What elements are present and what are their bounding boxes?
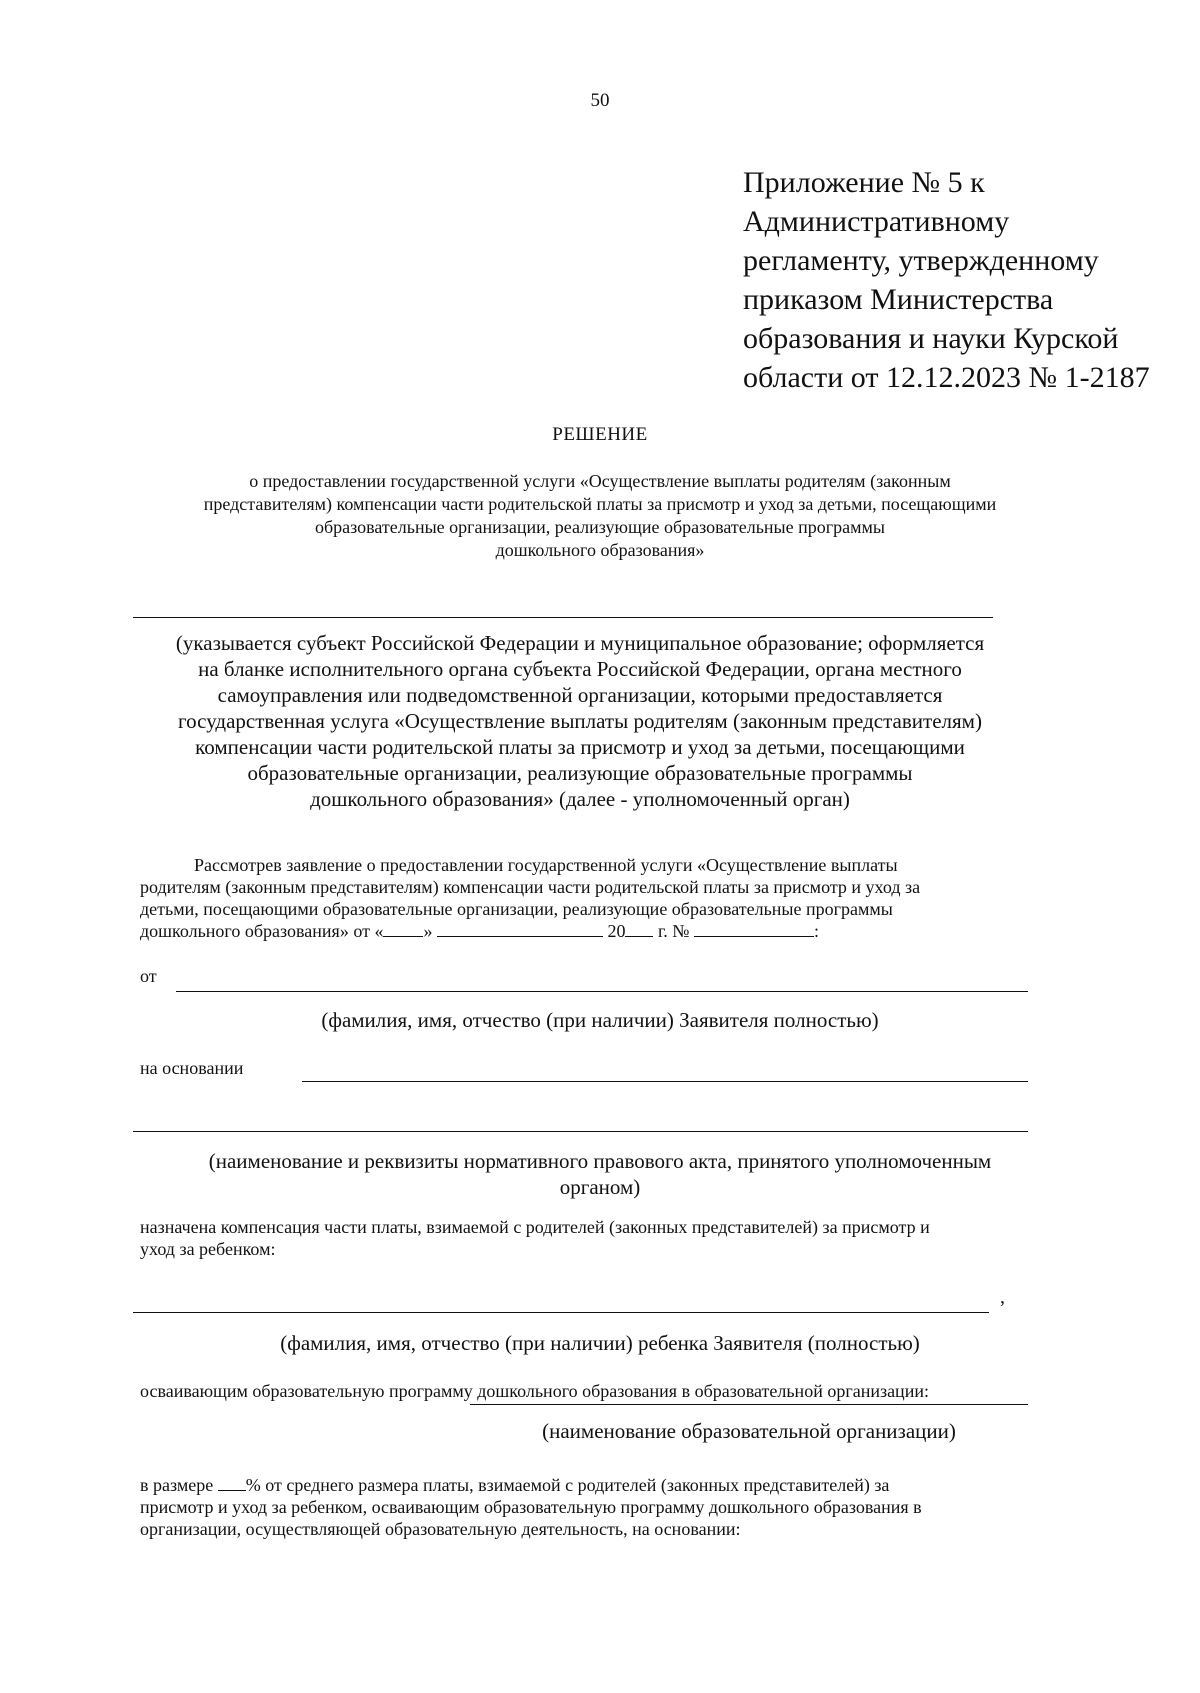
organ-note-line: самоуправления или подведомственной организации, которыми предоставляется	[217, 683, 943, 707]
organ-note-line: (указывается субъект Российской Федерации и муниципальное образование; оформляется	[175, 631, 985, 655]
child-comma: ,	[1000, 1286, 1005, 1308]
considered-line: детьми, посещающими образовательные организации, реализующие образовательные программы	[140, 899, 893, 919]
basis-label: на основании	[140, 1058, 244, 1078]
assigned-line: уход за ребенком:	[140, 1239, 276, 1259]
amount-line: организации, осуществляющей образовательную деятельность, на основании:	[140, 1519, 741, 1539]
applicant-field[interactable]	[176, 991, 1028, 992]
considered-line: Рассмотрев заявление о предоставлении государственной услуги «Осуществление выплаты	[194, 855, 898, 875]
subtitle-line: образовательные организации, реализующие образовательные программы	[314, 517, 886, 537]
subtitle-line: дошкольного образования»	[495, 540, 705, 560]
organ-note-line: компенсации части родительской платы за присмотр и уход за детьми, посещающими	[195, 735, 965, 759]
subtitle-line: представителям) компенсации части родительской платы за присмотр и уход за детьми, посещающими	[203, 494, 997, 514]
organ-note-line: дошкольного образования» (далее - уполномоченный орган)	[310, 787, 850, 811]
organ-note-line: на бланке исполнительного органа субъекта Российской Федерации, органа местного	[198, 657, 962, 681]
organ-note-line: государственная услуга «Осуществление выплаты родителям (законным представителям)	[178, 709, 982, 733]
number-field[interactable]	[694, 920, 814, 937]
basis-field-continued[interactable]	[133, 1131, 1028, 1132]
from-label: от	[140, 966, 157, 986]
appendix-line: образования и науки Курской	[743, 322, 1119, 355]
amount-prefix: в размере	[140, 1475, 214, 1495]
percent-field[interactable]	[218, 1474, 246, 1491]
considered-line: родителям (законным представителям) компенсации части родительской платы за присмотр и уход за	[140, 877, 921, 897]
amount-line: присмотр и уход за ребенком, осваивающим образовательную программу дошкольного образования в	[140, 1497, 922, 1517]
year-prefix: 20	[607, 921, 626, 941]
year-field[interactable]	[625, 920, 653, 937]
month-field[interactable]	[437, 920, 603, 937]
appendix-reference	[743, 163, 1163, 397]
document-subtitle	[130, 470, 1070, 562]
act-note-line: (наименование и реквизиты нормативного правового акта, принятого уполномоченным	[208, 1149, 992, 1173]
subtitle-line: о предоставлении государственной услуги «Осуществление выплаты родителям (законным	[249, 471, 951, 491]
day-field[interactable]	[383, 920, 423, 937]
considered-paragraph	[140, 854, 1020, 942]
appendix-line: регламенту, утвержденному	[743, 244, 1099, 277]
appendix-line: приказом Министерства	[743, 283, 1054, 316]
amount-line	[140, 1474, 1020, 1496]
child-note: (фамилия, имя, отчество (при наличии) ребенка Заявителя (полностью)	[280, 1331, 920, 1355]
quote-close: »	[423, 921, 433, 941]
organ-note-line: образовательные организации, реализующие образовательные программы	[247, 761, 913, 785]
assigned-paragraph	[140, 1216, 1020, 1260]
page-number: 50	[590, 90, 610, 111]
organ-line	[133, 617, 993, 618]
basis-field[interactable]	[302, 1081, 1028, 1082]
organization-field[interactable]	[470, 1404, 1028, 1405]
act-note	[130, 1148, 1070, 1200]
assigned-line: назначена компенсация части платы, взимаемой с родителей (законных представителей) за присмотр и	[140, 1217, 930, 1237]
applicant-note: (фамилия, имя, отчество (при наличии) Заявителя полностью)	[321, 1008, 879, 1032]
mastering-line: осваивающим образовательную программу дошкольного образования в образовательной организации:	[140, 1381, 929, 1401]
organization-note: (наименование образовательной организации)	[542, 1419, 956, 1443]
appendix-line: области от 12.12.2023 № 1-2187	[743, 361, 1150, 394]
number-label: г. №	[657, 921, 690, 941]
amount-paragraph	[140, 1474, 1020, 1540]
considered-line-date	[140, 920, 1020, 942]
act-note-line: органом)	[559, 1175, 641, 1199]
amount-line-rest: % от среднего размера платы, взимаемой с родителей (законных представителей) за	[245, 1475, 890, 1495]
considered-prefix: дошкольного образования» от «	[140, 921, 384, 941]
appendix-line: Приложение № 5 к	[743, 166, 985, 199]
document-title: РЕШЕНИЕ	[552, 424, 648, 445]
child-name-field[interactable]	[133, 1312, 989, 1313]
appendix-line: Административному	[743, 205, 1010, 238]
considered-colon: :	[813, 921, 819, 941]
organ-note	[110, 630, 1050, 812]
